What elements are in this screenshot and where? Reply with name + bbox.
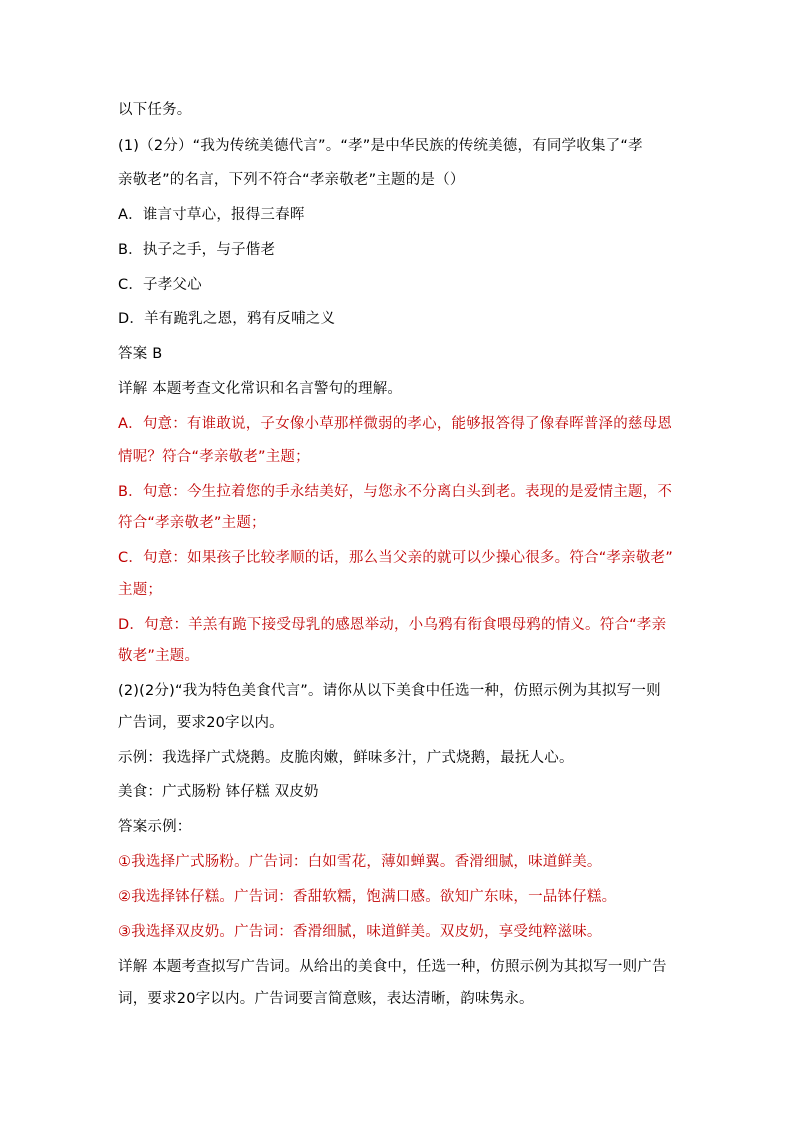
explanation-b-line-2: 符合“孝亲敬老”主题； (118, 515, 266, 531)
option-c: C．子孝父心 (118, 277, 202, 293)
question-1-stem-line-2: 亲敬老”的名言，下列不符合“孝亲敬老”主题的是（） (118, 172, 465, 188)
explanation-b-line-1: B．句意：今生拉着您的手永结美好，与您永不分离白头到老。表现的是爱情主题，不 (118, 484, 673, 500)
question-2-stem-line-1: (2)(2分)“我为特色美食代言”。请你从以下美食中任选一种，仿照示例为其拟写一则 (118, 683, 661, 699)
question-1-stem-line-1: (1)（2分）“我为传统美德代言”。“孝”是中华民族的传统美德，有同学收集了“孝 (118, 138, 643, 154)
explanation-1-heading: 详解 本题考查文化常识和名言警句的理解。 (118, 381, 403, 397)
explanation-a-line-2: 情呢？符合“孝亲敬老”主题； (118, 449, 310, 465)
answer-example-1: ①我选择广式肠粉。广告词：白如雪花，薄如蝉翼。香滑细腻，味道鲜美。 (118, 854, 602, 870)
answer-example-2: ②我选择钵仔糕。广告词：香甜软糯，饱满口感。欲知广东味，一品钵仔糕。 (118, 889, 617, 905)
answer-example-heading: 答案示例： (118, 819, 192, 835)
option-a: A．谁言寸草心，报得三春晖 (118, 207, 305, 223)
explanation-2-line-1: 详解 本题考查拟写广告词。从给出的美食中，任选一种，仿照示例为其拟写一则广告 (118, 959, 667, 975)
explanation-2-line-2: 词，要求20字以内。广告词要言简意赅，表达清晰，韵味隽永。 (118, 991, 534, 1007)
explanation-d-line-2: 敬老”主题。 (118, 648, 200, 664)
explanation-c-line-1: C．句意：如果孩子比较孝顺的话，那么当父亲的就可以少操心很多。符合“孝亲敬老” (118, 550, 673, 566)
explanation-d-line-1: D．句意：羊羔有跪下接受母乳的感恩举动，小乌鸦有衔食喂母鸦的情义。符合“孝亲 (118, 617, 667, 633)
option-b: B．执子之手，与子偕老 (118, 242, 276, 258)
explanation-a-line-1: A．句意：有谁敢说，子女像小草那样微弱的孝心，能够报答得了像春晖普泽的慈母恩 (118, 416, 673, 432)
explanation-c-line-2: 主题； (118, 582, 163, 598)
answer-example-3: ③我选择双皮奶。广告词：香滑细腻，味道鲜美。双皮奶，享受纯粹滋味。 (118, 924, 602, 940)
question-2-stem-line-2: 广告词，要求20字以内。 (118, 715, 284, 731)
answer-1: 答案 B (118, 346, 163, 362)
intro-text: 以下任务。 (118, 102, 192, 118)
option-d: D．羊有跪乳之恩，鸦有反哺之义 (118, 311, 336, 327)
food-list: 美食：广式肠粉 钵仔糕 双皮奶 (118, 784, 319, 800)
example-text: 示例：我选择广式烧鹅。皮脆肉嫩，鲜味多汁，广式烧鹅，最抚人心。 (118, 750, 574, 766)
